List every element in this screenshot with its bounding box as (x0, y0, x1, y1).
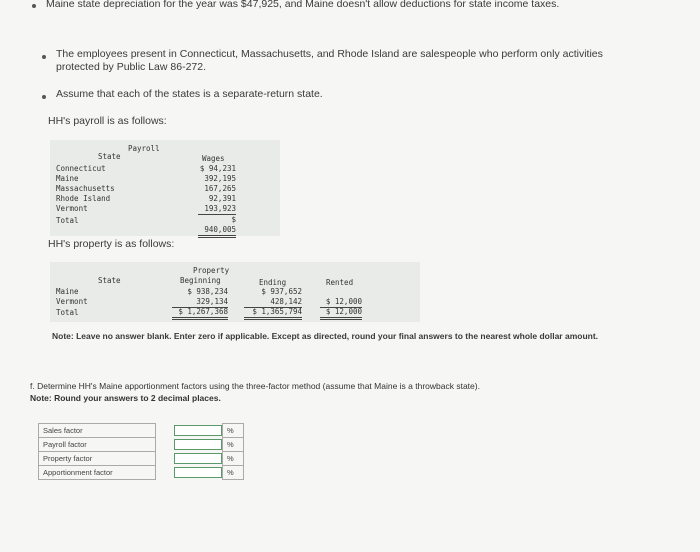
bullet-dot (42, 55, 46, 59)
payroll-state-header: State (98, 152, 121, 161)
property-beginning-total: $ 1,267,368 (172, 307, 228, 320)
property-beginning-header: Beginning (180, 276, 221, 285)
payroll-factor-percent: % (223, 438, 244, 452)
apportionment-answer-table (38, 423, 244, 480)
payroll-wages-rhode-island: 92,391 (208, 194, 236, 203)
property-ending-vermont: 428,142 (244, 297, 302, 308)
payroll-wages-vermont: 193,923 (198, 204, 236, 215)
payroll-wages-connecticut: $ 94,231 (199, 164, 236, 173)
property-intro: HH's property is as follows: (48, 238, 175, 250)
payroll-state-rhode-island: Rhode Island (56, 194, 111, 203)
property-ending-total: $ 1,365,794 (244, 307, 302, 320)
sales-factor-label: Sales factor (39, 424, 156, 438)
property-state-total: Total (56, 308, 79, 317)
bullet-text-separate-return: Assume that each of the states is a separate-return state. (56, 88, 323, 100)
payroll-table (50, 140, 280, 236)
payroll-state-vermont: Vermont (56, 204, 88, 213)
property-factor-label: Property factor (39, 452, 156, 466)
answer-row-sales (39, 424, 244, 438)
payroll-intro: HH's payroll is as follows: (48, 115, 167, 127)
bullet-dot (42, 95, 46, 99)
apportionment-factor-label: Apportionment factor (39, 466, 156, 480)
property-beginning-maine: $ 938,234 (187, 287, 228, 296)
payroll-wages-massachusetts: 167,265 (204, 184, 236, 193)
property-rented-total: $ 12,000 (320, 307, 362, 320)
bullet-text-public-law: The employees present in Connecticut, Massachusetts, and Rhode Island are salespeople who perform only activities protected by Public Law 86-272. (56, 48, 603, 73)
payroll-state-massachusetts: Massachusetts (56, 184, 115, 193)
payroll-wages-header: Wages (202, 154, 225, 163)
property-table (50, 262, 420, 322)
property-beginning-vermont: 329,134 (172, 297, 228, 308)
payroll-factor-label: Payroll factor (39, 438, 156, 452)
property-factor-percent: % (223, 452, 244, 466)
property-state-maine: Maine (56, 287, 79, 296)
apportionment-factor-percent: % (223, 466, 244, 480)
property-ending-header: Ending (259, 278, 287, 287)
property-state-header: State (98, 276, 121, 285)
property-state-vermont: Vermont (56, 297, 88, 306)
bullet-dot (32, 4, 36, 8)
question-f-note: Note: Round your answers to 2 decimal places. (30, 393, 221, 403)
payroll-factor-input[interactable] (174, 439, 222, 450)
payroll-state-maine: Maine (56, 174, 79, 183)
answer-row-property (39, 452, 244, 466)
payroll-wages-total: $ 940,005 (198, 215, 236, 238)
payroll-state-connecticut: Connecticut (56, 164, 106, 173)
property-rented-vermont: $ 12,000 (320, 297, 362, 308)
property-rented-header: Rented (326, 278, 354, 287)
property-ending-maine: $ 937,652 (261, 287, 302, 296)
answer-row-payroll (39, 438, 244, 452)
property-group-header: Property (193, 266, 230, 275)
sales-factor-input[interactable] (174, 425, 222, 436)
answer-row-apportionment (39, 466, 244, 480)
instructions-note: Note: Leave no answer blank. Enter zero if applicable. Except as directed, round your final answers to the nearest whole dollar amount. (52, 331, 599, 341)
apportionment-factor-input[interactable] (174, 467, 222, 478)
sales-factor-percent: % (223, 424, 244, 438)
question-f: f. Determine HH's Maine apportionment factors using the three-factor method (assume that Maine is a throwback state). (30, 381, 480, 391)
property-factor-input[interactable] (174, 453, 222, 464)
payroll-group-header: Payroll (128, 144, 160, 153)
payroll-wages-maine: 392,195 (204, 174, 236, 183)
payroll-state-total: Total (56, 216, 79, 225)
bullet-text-depreciation: Maine state depreciation for the year was $47,925, and Maine doesn't allow deductions for state income taxes. (46, 0, 560, 10)
